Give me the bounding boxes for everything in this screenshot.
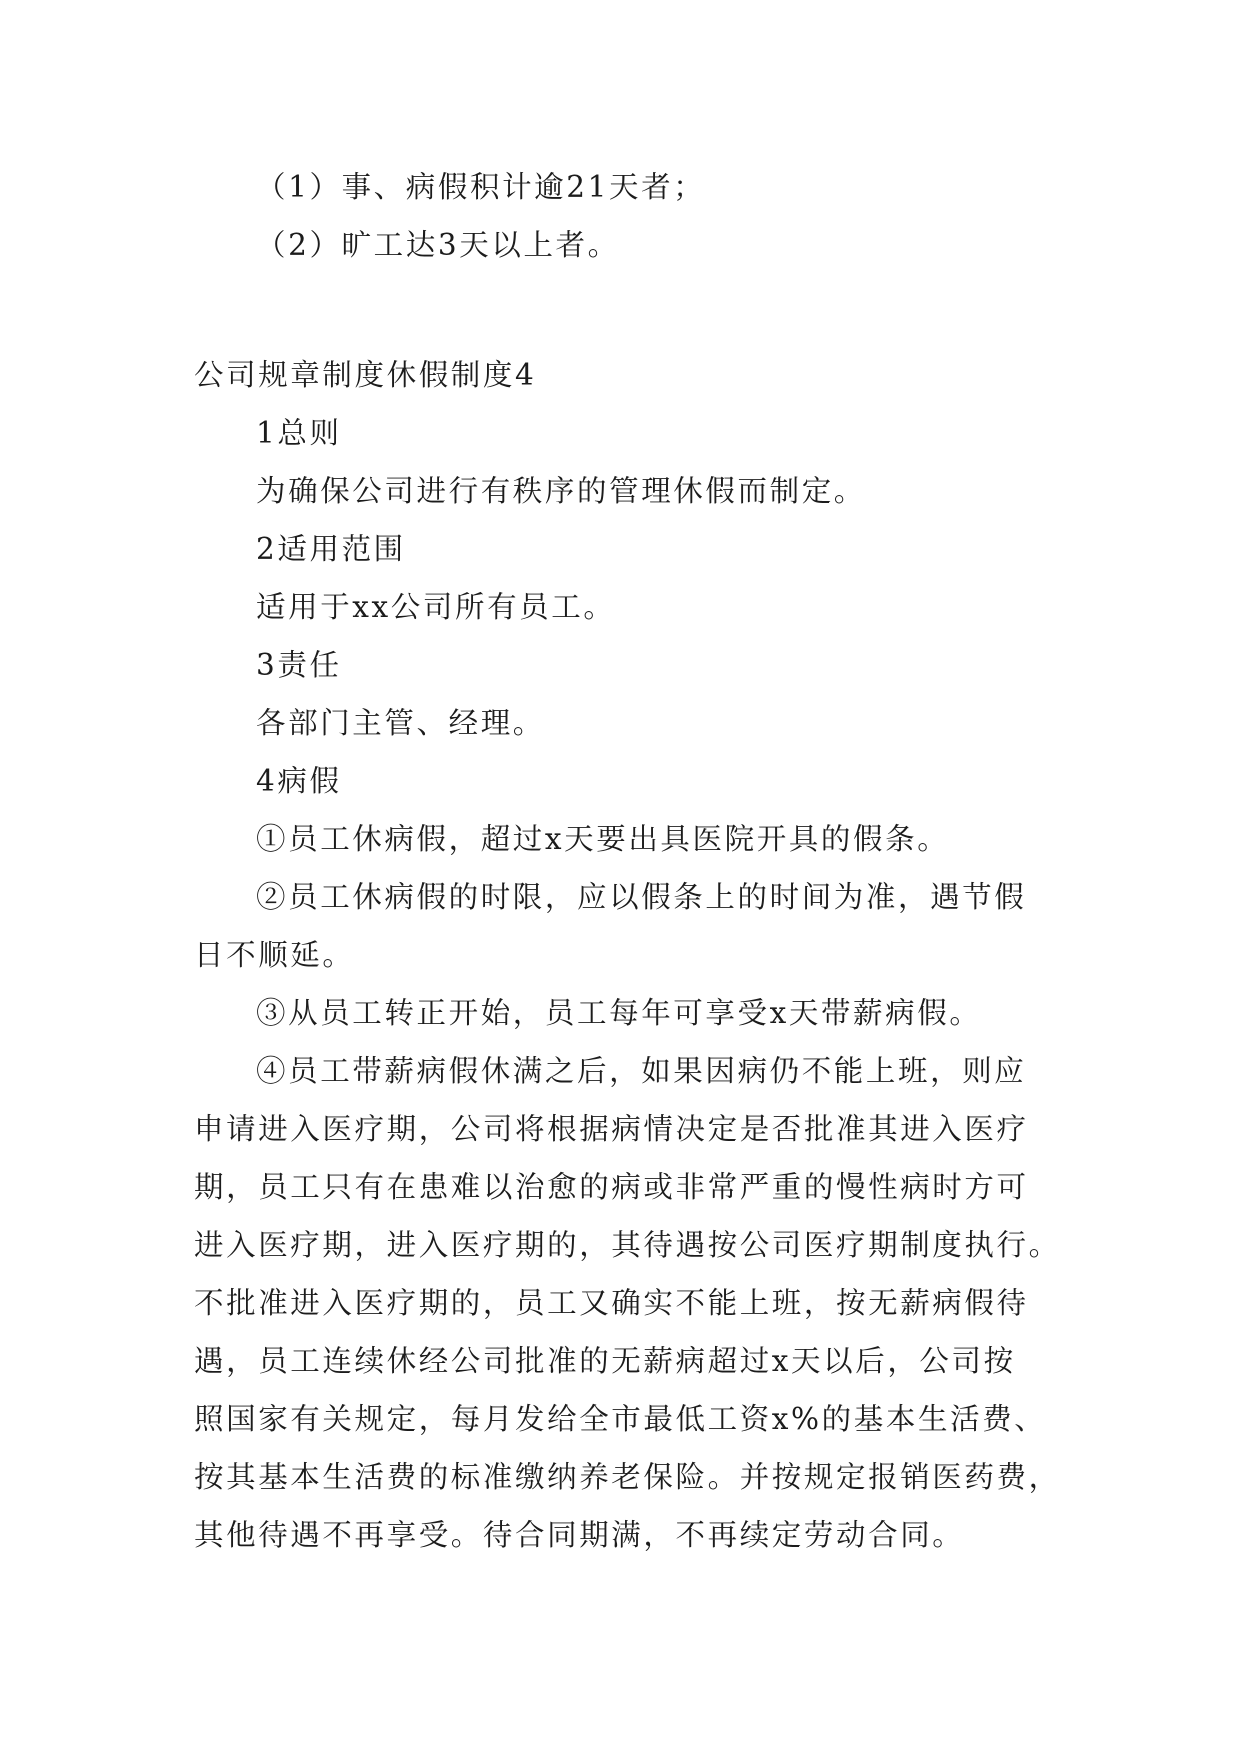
paragraph-line: ②员工休病假的时限，应以假条上的时间为准，遇节假 xyxy=(256,880,1027,914)
paragraph-line: 照国家有关规定，每月发给全市最低工资x%的基本生活费、 xyxy=(194,1402,1047,1436)
paragraph-intro-2: （2）旷工达3天以上者。 xyxy=(256,228,620,262)
paragraph-line: ①员工休病假，超过x天要出具医院开具的假条。 xyxy=(256,822,950,856)
paragraph-line: 为确保公司进行有秩序的管理休假而制定。 xyxy=(256,474,866,508)
document-body xyxy=(194,158,1061,1564)
paragraph-line: 其他待遇不再享受。待合同期满，不再续定劳动合同。 xyxy=(194,1518,965,1552)
paragraph-line: 申请进入医疗期，公司将根据病情决定是否批准其进入医疗 xyxy=(194,1112,1029,1146)
paragraph-intro-1: （1）事、病假积计逾21天者； xyxy=(256,170,706,204)
paragraph-line: 各部门主管、经理。 xyxy=(256,706,545,740)
paragraph-line: ④员工带薪病假休满之后，如果因病仍不能上班，则应 xyxy=(256,1054,1027,1088)
paragraph-line: ③从员工转正开始，员工每年可享受x天带薪病假。 xyxy=(256,996,982,1030)
paragraph-line: 不批准进入医疗期的，员工又确实不能上班，按无薪病假待 xyxy=(194,1286,1029,1320)
heading-scope: 2适用范围 xyxy=(256,532,406,566)
paragraph-line: 期，员工只有在患难以治愈的病或非常严重的慢性病时方可 xyxy=(194,1170,1029,1204)
paragraph-line: 进入医疗期，进入医疗期的，其待遇按公司医疗期制度执行。 xyxy=(194,1228,1061,1262)
paragraph-line: 日不顺延。 xyxy=(194,938,355,972)
paragraph-line: 遇，员工连续休经公司批准的无薪病超过x天以后，公司按 xyxy=(194,1344,1016,1378)
heading-general: 1总则 xyxy=(256,416,342,450)
paragraph-line: 适用于xx公司所有员工。 xyxy=(256,590,616,624)
section-title: 公司规章制度休假制度4 xyxy=(194,358,537,392)
heading-sick-leave: 4病假 xyxy=(256,764,342,798)
heading-responsibility: 3责任 xyxy=(256,648,342,682)
paragraph-line: 按其基本生活费的标准缴纳养老保险。并按规定报销医药费， xyxy=(194,1460,1061,1494)
section-spacer xyxy=(194,274,1054,346)
